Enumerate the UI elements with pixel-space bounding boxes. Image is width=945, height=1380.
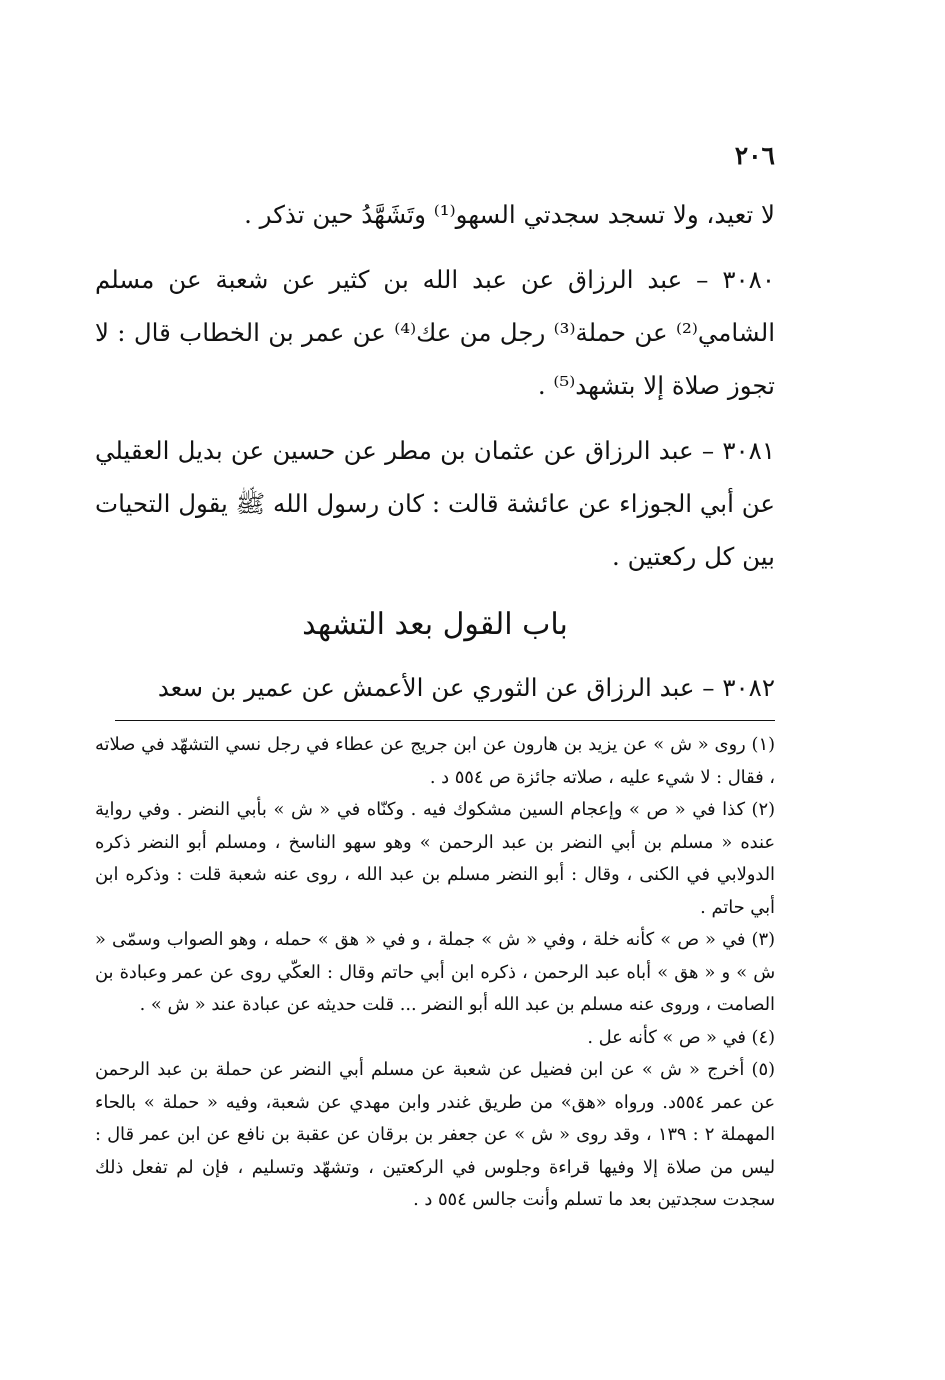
main-text [95, 188, 775, 714]
footnote-item: (٥) أخرج « ش » عن ابن فضيل عن شعبة عن مسلم أبي النضر عن حملة بن عبد الرحمن عن عمر ٥٥٤د. ورواه «هق» من طريق غندر وابن مهدي عن شعبة، وفيه « حملة » بالحاء المهملة ٢ : ١٣٩ ، وقد روى « ش » عن جعفر بن برقان عن عقبة بن نافع عن ابن عمر قال : ليس من صلاة إلا وفيها قراءة وجلوس في الركعتين ، وتشهّد وتسليم ، فإن لم تفعل ذلك سجدت سجدتين بعد ما تسلم وأنت جالس ٥٥٤ د . [95, 1059, 776, 1210]
section-heading: باب القول بعد التشهد [302, 607, 568, 642]
footnote-item: (١) روى « ش » عن يزيد بن هارون عن ابن جريج عن عطاء في رجل نسي التشهّد في صلاته ، فقال : لا شيء عليه ، صلاته جائزة ص ٥٥٤ د . [95, 734, 775, 788]
footnotes [95, 729, 775, 1217]
hadith-text: – عبد الرزاق عن الثوري عن الأعمش عن عمير بن سعد [157, 673, 715, 702]
hadith-paragraph [95, 424, 775, 583]
hadith-text: – عبد الرزاق عن عثمان بن مطر عن حسين عن بديل العقيلي عن أبي الجوزاء عن عائشة قالت : كان رسول الله ﷺ يقول التحيات بين كل ركعتين . [95, 436, 775, 571]
hadith-text: – عبد الرزاق عن عبد الله بن كثير عن شعبة عن مسلم الشامي⁽²⁾ عن حملة⁽³⁾ رجل من عك⁽⁴⁾ عن عمر بن الخطاب قال : لا تجوز صلاة إلا بتشهد⁽⁵⁾ . [95, 265, 775, 400]
intro-line: لا تعيد، ولا تسجد سجدتي السهو⁽¹⁾ وتَشَهَّدُ حين تذكر . [244, 200, 775, 229]
hadith-number: ٣٠٨٠ [722, 265, 775, 294]
footnote-item: (٣) في « ص » كأنه خلة ، وفي « ش » جملة ، و في « هق » حمله ، وهو الصواب وسمّى « ش » و « هق » أباه عبد الرحمن ، ذكره ابن أبي حاتم وقال : العكّي روى عن عمر وعبادة بن الصامت ، وروى عنه مسلم بن عبد الله أبو النضر ... قلت حديثه عن عبادة عند « ش » . [95, 929, 775, 1015]
hadith-paragraph [95, 661, 775, 714]
page-number: ٢٠٦ [734, 141, 775, 170]
book-page [95, 138, 775, 1217]
footnote-item: (٤) في « ص » كأنه عل . [587, 1026, 775, 1048]
hadith-number: ٣٠٨١ [722, 436, 775, 465]
hadith-paragraph [95, 253, 775, 412]
footnote-divider [115, 720, 775, 721]
hadith-number: ٣٠٨٢ [722, 673, 775, 702]
footnote-item: (٢) كذا في « ص » وإعجام السين مشكوك فيه . وكنّاه في « ش » بأبي النضر . وفي رواية عنده « مسلم بن أبي النضر بن عبد الرحمن » وهو سهو الناسخ ، ومسلم أبو النضر ذكره الدولابي في الكنى ، وقال : أبو النضر مسلم بن عبد الله ، روى عنه شعبة قلت : وذكره ابن أبي حاتم . [95, 799, 775, 918]
